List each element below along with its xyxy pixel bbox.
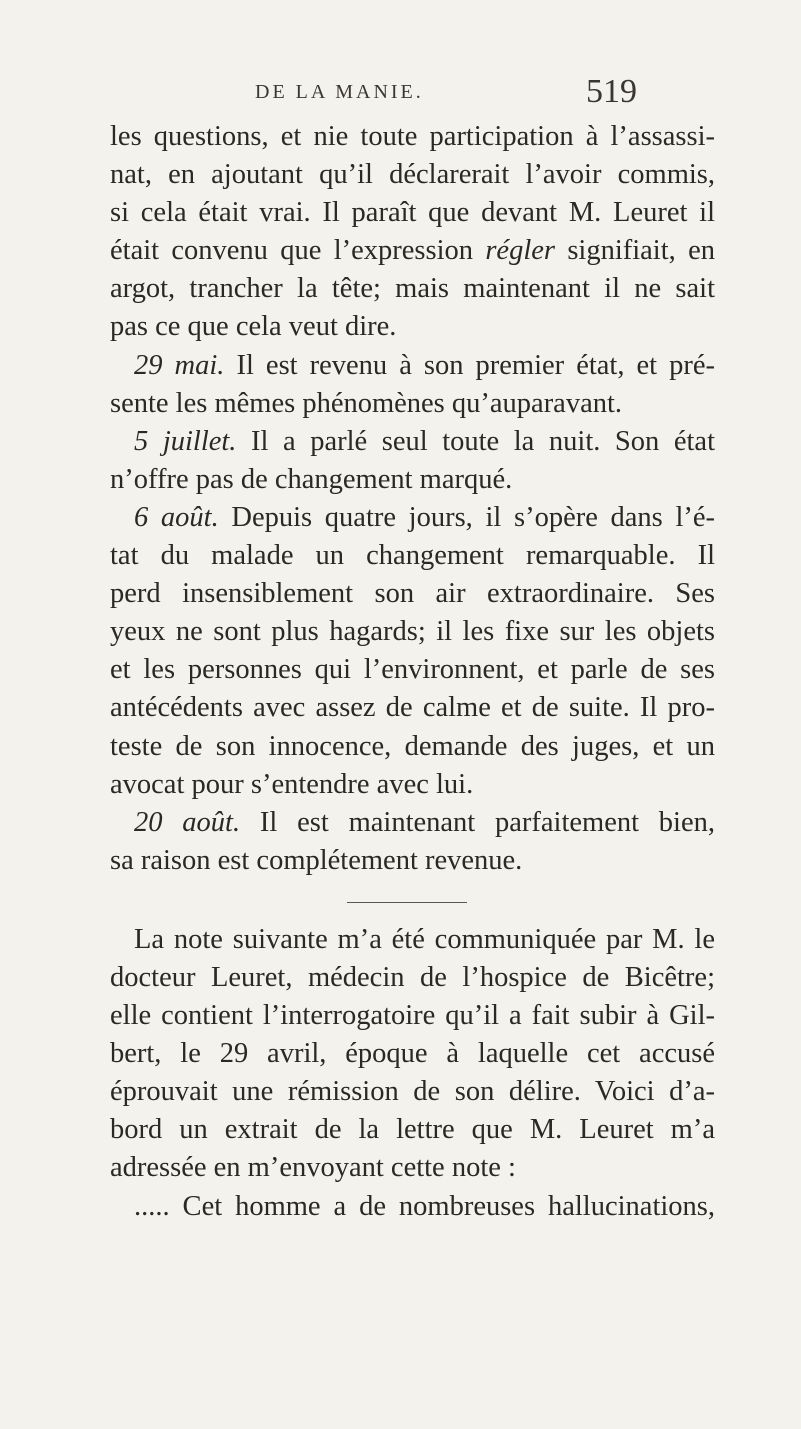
text-line: La note suivante m’a été communiquée par M. le — [134, 923, 715, 955]
text-line: pas ce que cela veut dire. — [110, 311, 397, 343]
text-segment: signifiait, en — [555, 235, 715, 267]
text-line: teste de son innocence, demande des juges, et un — [110, 730, 715, 762]
dated-line — [110, 347, 715, 385]
text-line: ..... Cet homme a de nombreuses hallucinations, — [134, 1190, 715, 1222]
entry-date: 5 juillet. — [134, 425, 237, 457]
text-line: bord un extrait de la lettre que M. Leuret m’a — [110, 1114, 715, 1146]
dated-line — [110, 423, 715, 461]
text-line — [110, 232, 715, 270]
text-line: si cela était vrai. Il paraît que devant M. Leuret il — [110, 197, 715, 229]
text-line: et les personnes qui l’environnent, et parle de ses — [110, 654, 715, 686]
text-line: yeux ne sont plus hagards; il les fixe sur les objets — [110, 616, 715, 648]
running-head — [0, 75, 801, 115]
text-line: n’offre pas de changement marqué. — [110, 463, 513, 495]
entry-date: 6 août. — [134, 501, 219, 533]
italic-word: régler — [485, 235, 555, 267]
text-line: sente les mêmes phénomènes qu’auparavant. — [110, 387, 623, 419]
section-separator — [347, 902, 467, 903]
entry-date: 29 mai. — [134, 349, 225, 381]
text-segment: Depuis quatre jours, il s’opère dans l’é- — [218, 501, 715, 533]
text-segment: Il a parlé seul toute la nuit. Son état — [236, 425, 715, 457]
running-title: DE LA MANIE. — [255, 81, 424, 103]
text-line: nat, en ajoutant qu’il déclarerait l’avoir commis, — [110, 159, 715, 191]
text-line: tat du malade un changement remarquable. Il — [110, 540, 715, 572]
text-segment: Il est revenu à son premier état, et pré- — [224, 349, 715, 381]
entry-date: 20 août. — [134, 806, 241, 838]
text-segment: était convenu que l’expression — [110, 235, 486, 267]
text-line: antécédents avec assez de calme et de suite. Il pro- — [110, 692, 715, 724]
dated-line — [110, 804, 715, 842]
text-line: bert, le 29 avril, époque à laquelle cet accusé — [110, 1038, 715, 1070]
text-line: adressée en m’envoyant cette note : — [110, 1152, 516, 1184]
text-line: argot, trancher la tête; mais maintenant il ne sait — [110, 273, 715, 305]
text-line: sa raison est complétement revenue. — [110, 844, 523, 876]
text-line: éprouvait une rémission de son délire. Voici d’a- — [110, 1076, 715, 1108]
text-line: elle contient l’interrogatoire qu’il a fait subir à Gil- — [110, 1000, 715, 1032]
body-text — [110, 118, 715, 1226]
text-line: avocat pour s’entendre avec lui. — [110, 768, 474, 800]
page-number: 519 — [586, 73, 637, 110]
dated-line — [110, 499, 715, 537]
text-segment: Il est maintenant parfaitement bien, — [240, 806, 716, 838]
text-line: perd insensiblement son air extraordinaire. Ses — [110, 578, 715, 610]
text-line: docteur Leuret, médecin de l’hospice de Bicêtre; — [110, 961, 715, 993]
text-line: les questions, et nie toute participation à l’assassi- — [110, 121, 715, 152]
